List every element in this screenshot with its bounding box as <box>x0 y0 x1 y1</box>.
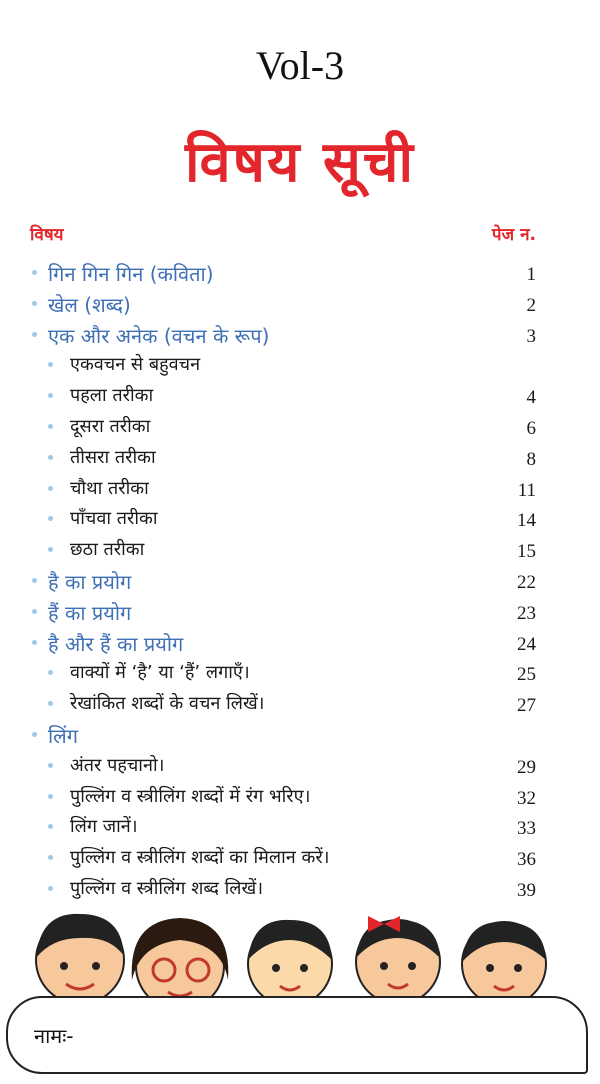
subject-column-header: विषय <box>30 225 64 245</box>
toc-entry-page: 33 <box>517 818 536 840</box>
child-face-1 <box>36 914 124 1004</box>
toc-entry-label: हैं का प्रयोग <box>48 600 132 625</box>
bullet-icon <box>48 424 53 429</box>
toc-entry-label: छठा तरीका <box>70 539 145 561</box>
toc-entry-page: 39 <box>517 880 536 901</box>
toc-entry <box>0 689 600 719</box>
toc-entry <box>0 782 600 812</box>
bullet-icon <box>32 578 37 583</box>
toc-entry-label: गिन गिन गिन (कविता) <box>48 262 214 286</box>
child-face-3 <box>248 920 332 1006</box>
toc-entry-label: लिंग <box>48 724 78 748</box>
page-column-header: पेज न. <box>491 225 536 245</box>
bullet-icon <box>32 301 37 306</box>
toc-entry-page: 25 <box>517 664 536 686</box>
bullet-icon <box>48 547 53 552</box>
toc-entry-label: पुल्लिंग व स्त्रीलिंग शब्द लिखें। <box>70 878 264 899</box>
bullet-icon <box>48 393 53 398</box>
toc-entry <box>0 628 600 658</box>
toc-entry-label: है और हैं का प्रयोग <box>48 631 184 656</box>
bullet-icon <box>48 763 53 768</box>
toc-entry-page: 29 <box>517 756 536 778</box>
toc-entry-label: एक और अनेक (वचन के रूप) <box>48 323 270 348</box>
toc-entry-label: अंतर पहचानो। <box>70 754 165 776</box>
bullet-icon <box>32 732 37 737</box>
toc-entry-page: 11 <box>517 479 536 501</box>
bullet-icon <box>48 855 53 860</box>
toc-entry <box>0 566 600 596</box>
child-face-4 <box>356 916 440 1004</box>
bullet-icon <box>48 516 53 521</box>
toc-entry <box>0 258 600 288</box>
toc-entry-page: 24 <box>517 633 536 655</box>
toc-entry <box>0 812 600 842</box>
bullet-icon <box>48 794 53 799</box>
toc-entry-label: पहला तरीका <box>70 385 154 407</box>
toc-entry-page: 15 <box>517 541 536 563</box>
bullet-icon <box>32 270 37 275</box>
toc-entry-page: 23 <box>517 602 536 624</box>
toc-entry-label: पुल्लिंग व स्त्रीलिंग शब्दों का मिलान करें। <box>70 847 330 869</box>
toc-entry-page: 2 <box>526 294 536 316</box>
child-face-5 <box>462 922 546 1006</box>
toc-entry-page: 14 <box>517 510 536 532</box>
toc-entry <box>0 320 600 350</box>
toc-entry-page: 1 <box>526 264 536 285</box>
toc-entry <box>0 474 600 504</box>
toc-entry <box>0 720 600 750</box>
bullet-icon <box>32 332 37 337</box>
toc-entry-label: है का प्रयोग <box>48 570 132 594</box>
page-title: विषय सूची <box>185 130 415 195</box>
toc-entry-page: 3 <box>526 325 536 347</box>
bullet-icon <box>48 824 53 829</box>
bullet-icon <box>32 609 37 614</box>
bullet-icon <box>48 701 53 706</box>
toc-entry <box>0 443 600 473</box>
toc-entry <box>0 289 600 319</box>
toc-entry-label: पाँचवा तरीका <box>70 508 158 530</box>
toc-entry <box>0 751 600 781</box>
toc-entry <box>0 412 600 442</box>
toc-entry-label: एकवचन से बहुवचन <box>70 354 201 376</box>
toc-entry-label: पुल्लिंग व स्त्रीलिंग शब्दों में रंग भरिए। <box>70 785 311 807</box>
toc-entry-page: 36 <box>517 849 536 871</box>
toc-entry-label: लिंग जानें। <box>70 816 138 838</box>
toc-entry-page: 32 <box>517 787 536 809</box>
bullet-icon <box>48 362 53 367</box>
toc-entry <box>0 597 600 627</box>
children-illustration <box>0 900 600 1010</box>
vol-label: Vol-3 <box>255 43 345 88</box>
toc-entry <box>0 504 600 534</box>
name-box <box>6 996 588 1074</box>
toc-entry <box>0 381 600 411</box>
toc-entry <box>0 658 600 688</box>
toc-entry-label: वाक्यों में ‘है’ या ‘हैं’ लगाएँ। <box>70 662 250 684</box>
toc-entry-page: 6 <box>526 418 536 439</box>
toc-entry <box>0 535 600 565</box>
toc-entry-label: तीसरा तरीका <box>70 446 156 468</box>
bullet-icon <box>48 455 53 460</box>
toc-entry-page: 22 <box>517 572 536 593</box>
toc-entry-label: दूसरा तरीका <box>70 416 151 437</box>
name-label: नामः- <box>34 1024 74 1048</box>
bullet-icon <box>48 670 53 675</box>
toc-entry-label: रेखांकित शब्दों के वचन लिखें। <box>70 693 265 715</box>
toc-entry <box>0 843 600 873</box>
toc-entry-page: 4 <box>526 387 536 409</box>
toc-entry <box>0 350 600 380</box>
toc-entry-label: खेल (शब्द) <box>48 292 131 317</box>
bullet-icon <box>48 486 53 491</box>
toc-entry-page: 27 <box>517 695 536 717</box>
toc-entry-label: चौथा तरीका <box>70 477 149 499</box>
bullet-icon <box>32 640 37 645</box>
bullet-icon <box>48 886 53 891</box>
toc-entry-page: 8 <box>526 448 536 470</box>
